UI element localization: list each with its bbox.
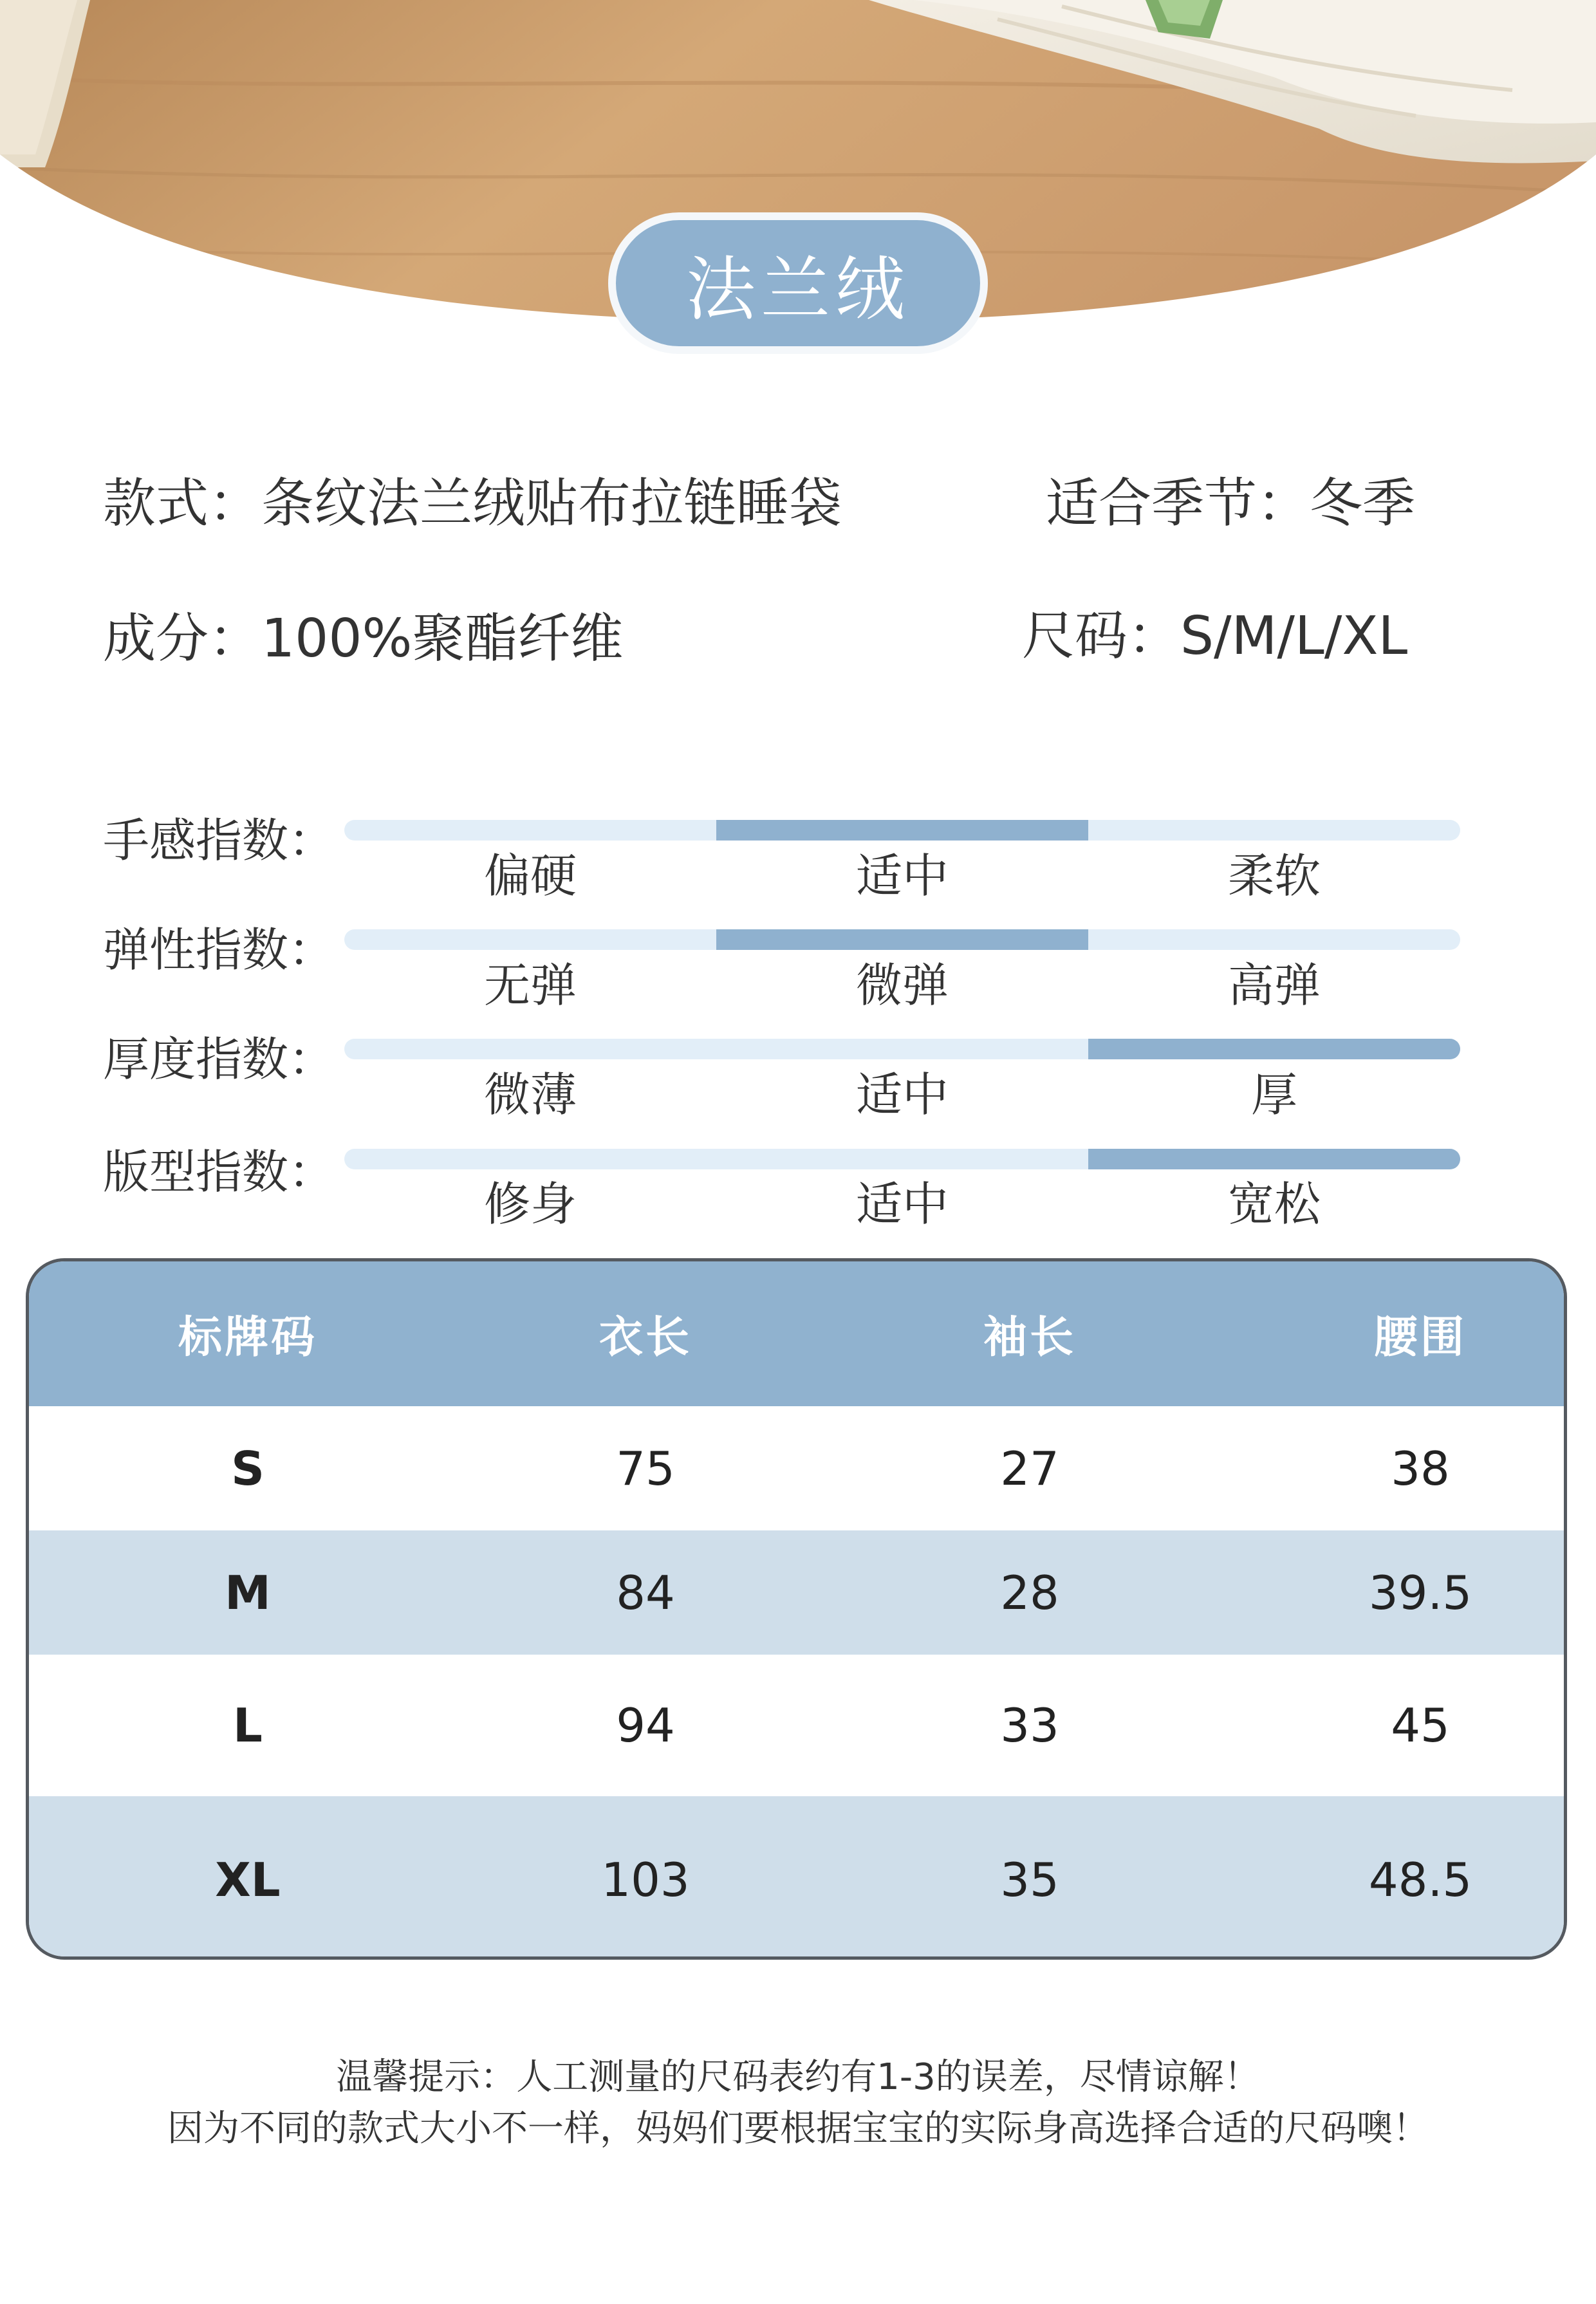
index-track-thickness	[344, 1039, 1460, 1059]
table-row	[29, 1406, 1564, 1530]
table-cell-size: L	[233, 1698, 263, 1752]
index-option: 偏硬	[483, 849, 577, 903]
index-label-elasticity: 弹性指数：	[103, 923, 335, 977]
table-cell: 75	[616, 1441, 675, 1496]
note-tolerance: 温馨提示：人工测量的尺码表约有1-3的误差，尽情谅解！	[336, 2056, 1260, 2098]
index-label-thickness: 厚度指数：	[103, 1032, 335, 1086]
table-row	[29, 1530, 1564, 1655]
table-cell: 38	[1391, 1441, 1450, 1496]
table-row	[29, 1655, 1564, 1796]
table-cell-size: S	[231, 1441, 264, 1496]
index-option: 柔软	[1227, 849, 1321, 903]
index-option: 高弹	[1227, 958, 1321, 1012]
index-fill-fit	[1088, 1149, 1460, 1169]
index-label-feel: 手感指数：	[103, 813, 335, 868]
table-cell: 84	[616, 1565, 675, 1620]
table-cell: 48.5	[1368, 1852, 1472, 1907]
index-option: 修身	[483, 1177, 577, 1231]
note-advice: 因为不同的款式大小不一样，妈妈们要根据宝宝的实际身高选择合适的尺码噢！	[167, 2108, 1429, 2150]
table-cell: 27	[1000, 1441, 1059, 1496]
index-fill-feel	[716, 820, 1088, 841]
table-cell: 103	[601, 1852, 690, 1907]
index-track-elasticity	[344, 929, 1460, 950]
table-header-cell: 标牌码	[178, 1312, 317, 1363]
index-track-fit	[344, 1149, 1460, 1169]
info-style: 款式：条纹法兰绒贴布拉链睡袋	[103, 473, 842, 534]
table-cell-size: M	[225, 1565, 271, 1620]
index-option: 适中	[855, 1177, 949, 1231]
index-option: 适中	[855, 849, 949, 903]
info-sizes: 尺码：S/M/L/XL	[1022, 606, 1408, 667]
index-option: 微薄	[483, 1068, 577, 1122]
index-option: 适中	[855, 1068, 949, 1122]
index-fill-elasticity	[716, 929, 1088, 950]
table-cell-size: XL	[215, 1852, 281, 1907]
table-header-cell: 袖长	[983, 1312, 1076, 1363]
fabric-badge-label: 法兰绒	[685, 249, 910, 330]
table-cell: 28	[1000, 1565, 1059, 1620]
index-option: 宽松	[1227, 1177, 1321, 1231]
index-fill-thickness	[1088, 1039, 1460, 1059]
index-label-fit: 版型指数：	[103, 1145, 335, 1199]
table-cell: 45	[1391, 1698, 1450, 1752]
index-option: 无弹	[483, 958, 577, 1012]
table-header-cell: 衣长	[598, 1312, 692, 1363]
info-season: 适合季节：冬季	[1046, 473, 1416, 534]
index-option: 微弹	[855, 958, 949, 1012]
index-track-feel	[344, 820, 1460, 841]
table-header-cell: 腰围	[1373, 1312, 1467, 1363]
fabric-badge	[608, 212, 988, 354]
table-row	[29, 1796, 1564, 1960]
table-cell: 39.5	[1368, 1565, 1472, 1620]
index-option: 厚	[1250, 1068, 1297, 1122]
table-cell: 94	[616, 1698, 675, 1752]
table-header	[29, 1261, 1564, 1406]
info-composition: 成分：100%聚酯纤维	[103, 608, 624, 669]
size-table	[26, 1258, 1567, 1960]
table-cell: 33	[1000, 1698, 1059, 1752]
table-cell: 35	[1000, 1852, 1059, 1907]
